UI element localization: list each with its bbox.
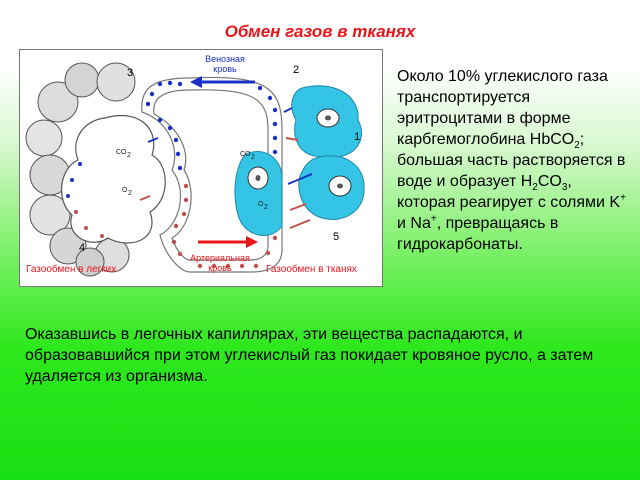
- diagram-canvas: [20, 50, 382, 286]
- svg-text:2: 2: [128, 190, 132, 197]
- arterial-arrow: [198, 236, 258, 248]
- lungs-label: Газообмен в легких: [26, 264, 117, 275]
- tissues-label: Газообмен в тканях: [266, 264, 357, 275]
- number-2: 2: [293, 64, 300, 76]
- svg-text:O: O: [258, 201, 264, 208]
- number-4: 4: [79, 242, 86, 254]
- arterial-label-line1: Артериальная: [190, 253, 250, 263]
- bottom-paragraph: Оказавшись в легочных капиллярах, эти вещества распадаются, и образовавшийся при этом углекислый газ покидает кровяное русло, а затем удаляется из организма.: [25, 326, 594, 385]
- svg-text:CO: CO: [116, 149, 127, 156]
- side-paragraph: Около 10% углекислого газа транспортируется эритроцитами в форме карбгемоглобина HbCO$_2$; большая часть растворяется в воде и образует $H_2CO_3$, которая реагирует с солями K+ и Na+, превращаясь в гидрокарбонаты.: [397, 68, 626, 253]
- venous-label-line1: Венозная: [205, 54, 245, 64]
- alveolus: [62, 116, 166, 243]
- diffusion-arrows: [140, 108, 312, 228]
- venous-label-line2: кровь: [213, 64, 237, 74]
- slide-title: Обмен газов в тканях: [224, 22, 416, 41]
- number-3: 3: [127, 67, 134, 79]
- svg-text:CO: CO: [240, 151, 251, 158]
- number-5: 5: [333, 231, 340, 243]
- arterial-label-line2: кровь: [208, 263, 232, 273]
- svg-text:2: 2: [251, 154, 255, 161]
- number-1: 1: [354, 131, 361, 143]
- svg-text:2: 2: [264, 204, 268, 211]
- svg-text:2: 2: [127, 152, 131, 159]
- svg-text:O: O: [122, 187, 128, 194]
- tissue-cell-3: [299, 156, 364, 220]
- gas-exchange-diagram: [19, 49, 383, 287]
- tissue-cell-2: [235, 151, 282, 235]
- tissue-cell-1: [292, 86, 362, 157]
